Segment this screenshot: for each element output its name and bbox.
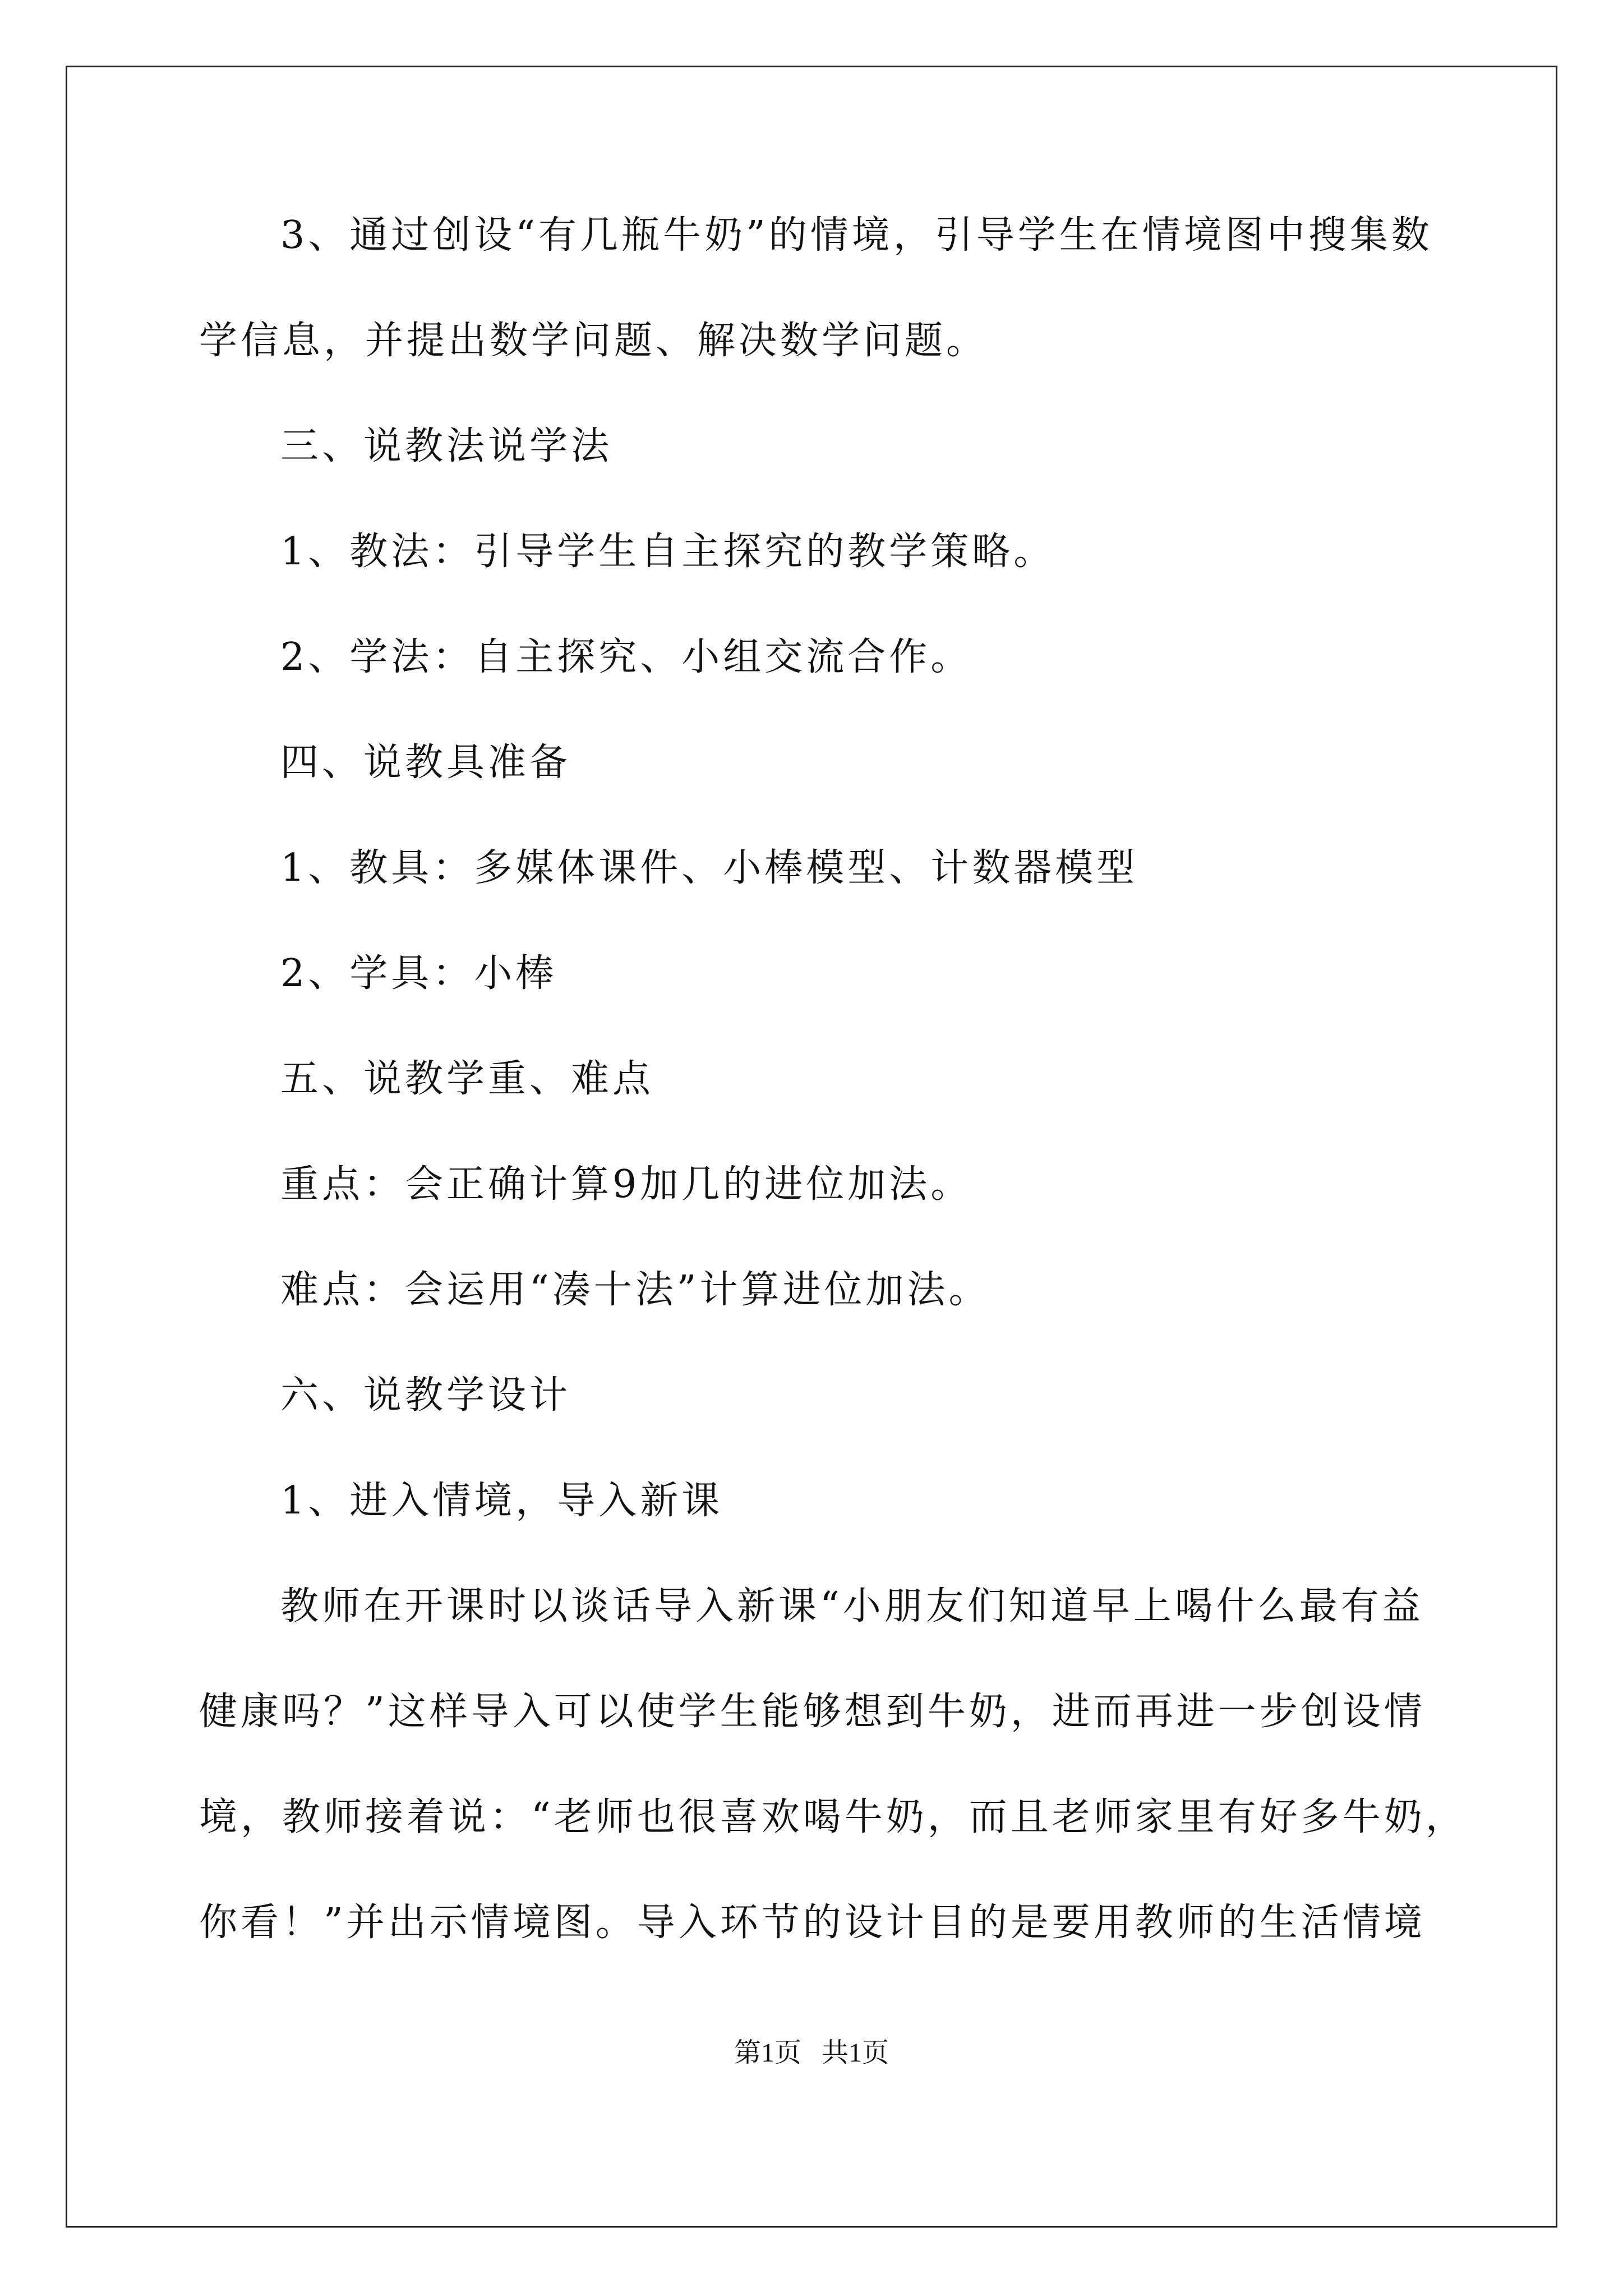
paragraph-line: 3、通过创设“有几瓶牛奶”的情境，引导学生在情境图中搜集数 (280, 213, 1433, 257)
section-heading: 五、说教学重、难点 (280, 1057, 654, 1101)
paragraph-line: 境，教师接着说：“老师也很喜欢喝牛奶，而且老师家里有好多牛奶， (199, 1795, 1467, 1839)
paragraph-line: 1、进入情境，导入新课 (280, 1479, 723, 1523)
paragraph-line: 教师在开课时以谈话导入新课“小朋友们知道早上喝什么最有益 (280, 1584, 1424, 1628)
page-total: 共1页 (822, 2038, 889, 2068)
section-heading: 四、说教具准备 (280, 740, 571, 785)
paragraph-line: 难点：会运用“凑十法”计算进位加法。 (280, 1268, 990, 1312)
paragraph-line: 2、学法：自主探究、小组交流合作。 (280, 635, 972, 679)
page-number: 第1页 (734, 2038, 801, 2068)
paragraph-line: 你看！”并出示情境图。导入环节的设计目的是要用教师的生活情境 (199, 1901, 1426, 1945)
paragraph-line: 1、教具：多媒体课件、小棒模型、计数器模型 (280, 846, 1138, 890)
paragraph-line: 1、教法：引导学生自主探究的教学策略。 (280, 530, 1055, 574)
page-footer (0, 2036, 1623, 2070)
paragraph-line: 重点：会正确计算9加几的进位加法。 (280, 1162, 972, 1207)
paragraph-line: 2、学具：小棒 (280, 951, 557, 996)
paragraph-line: 健康吗？”这样导入可以使学生能够想到牛奶，进而再进一步创设情 (199, 1690, 1426, 1734)
paragraph-line: 学信息，并提出数学问题、解决数学问题。 (199, 319, 988, 363)
section-heading: 三、说教法说学法 (280, 424, 613, 468)
section-heading: 六、说教学设计 (280, 1373, 571, 1418)
